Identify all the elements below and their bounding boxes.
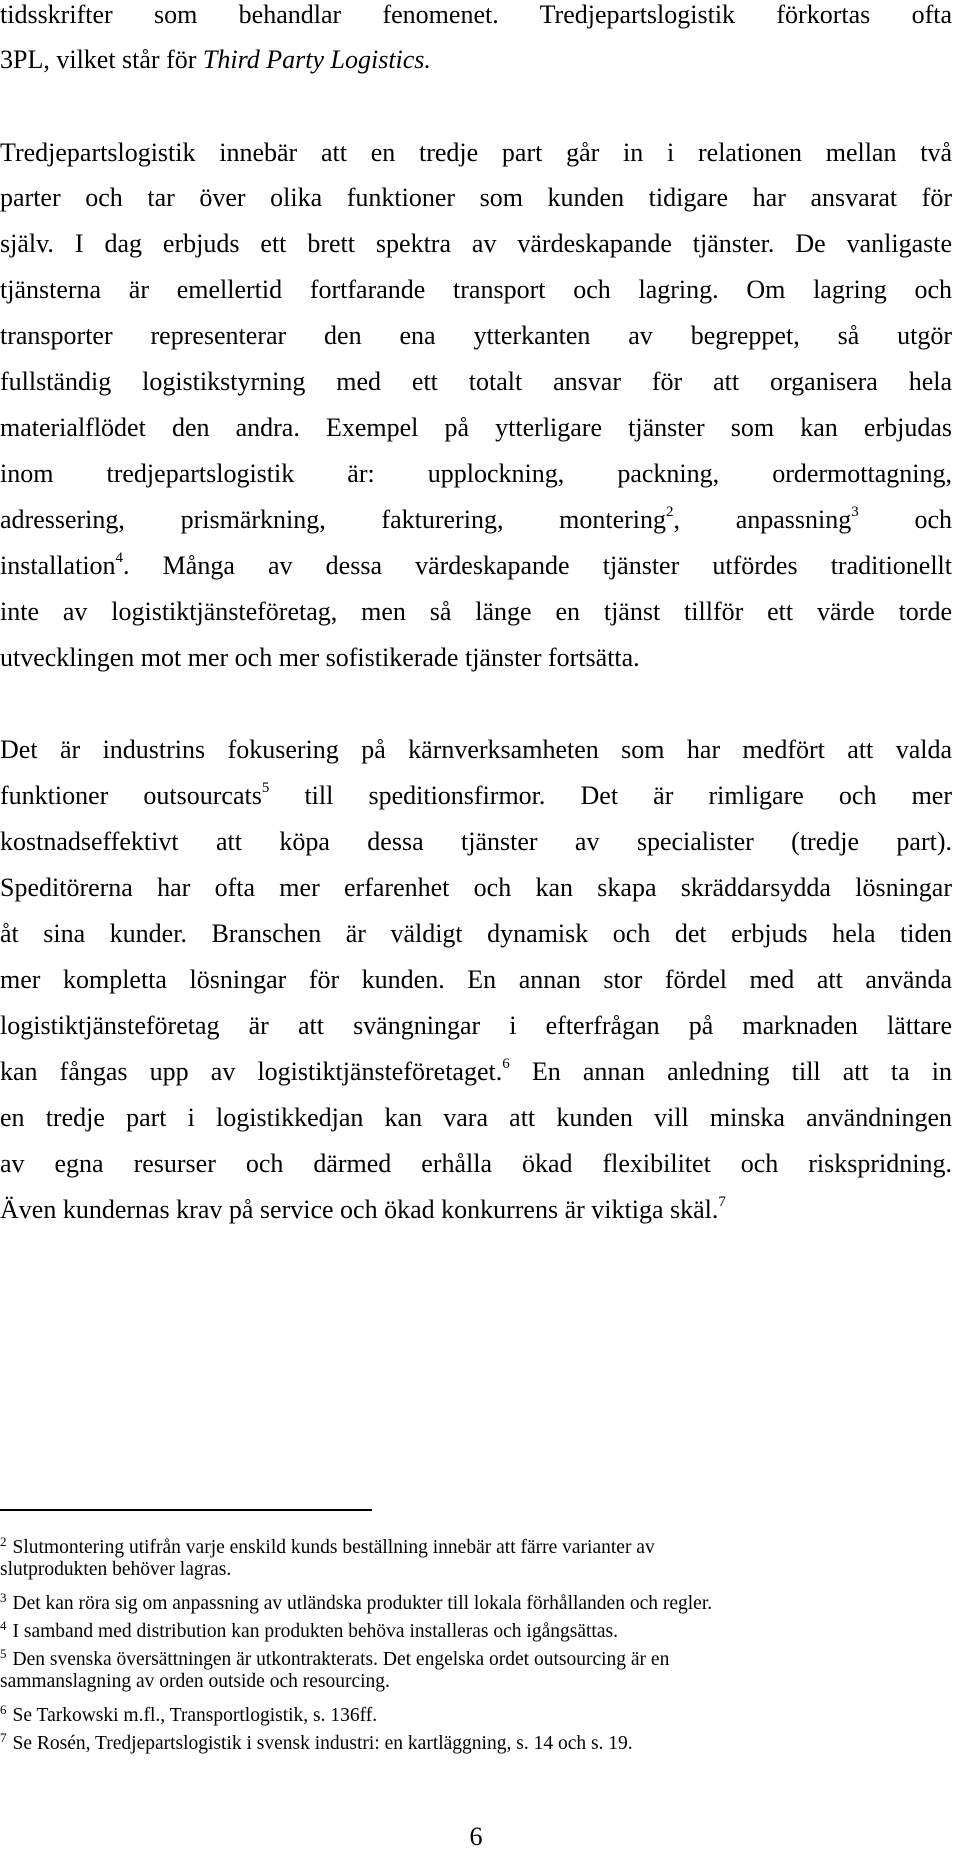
footnote-separator [0, 1509, 372, 1511]
body-line: själv. I dag erbjuds ett brett spektra av värdeskapande tjänster. De vanligaste [0, 229, 952, 258]
footnote: $^5$ Den svenska översättningen är utkontrakterats. Det engelska ordet outsourcing är en [0, 1646, 670, 1670]
page-number: 6 [469, 1822, 483, 1851]
body-line: Speditörerna har ofta mer erfarenhet och kan skapa skräddarsydda lösningar [0, 873, 952, 902]
body-line: materialflödet den andra. Exempel på ytterligare tjänster som kan erbjudas [0, 413, 952, 442]
body-line: 3PL, vilket står för Third Party Logistics. [0, 45, 431, 74]
body-line: en tredje part i logistikkedjan kan vara att kunden vill minska användningen [0, 1103, 952, 1132]
body-line: logistiktjänsteföretag är att svängningar i efterfrågan på marknaden lättare [0, 1011, 952, 1040]
footnote-ref: 2 [666, 504, 674, 520]
body-line: inte av logistiktjänsteföretag, men så länge en tjänst tillför ett värde torde [0, 597, 952, 626]
footnote-ref: 6 [502, 1056, 510, 1072]
footnote: $^7$ Se Rosén, Tredjepartslogistik i svensk industri: en kartläggning, s. 14 och s. 19. [0, 1730, 633, 1754]
footnote-ref: 7 [718, 1194, 726, 1210]
body-line: tjänsterna är emellertid fortfarande transport och lagring. Om lagring och [0, 275, 952, 304]
footnote: $^6$ Se Tarkowski m.fl., Transportlogistik, s. 136ff. [0, 1702, 378, 1726]
body-line: av egna resurser och därmed erhålla ökad flexibilitet och riskspridning. [0, 1149, 952, 1178]
body-line: inom tredjepartslogistik är: upplockning, packning, ordermottagning, [0, 459, 952, 488]
body-line: funktioner outsourcats$^5$ till speditionsfirmor. Det är rimligare och mer [0, 780, 952, 810]
body-line: mer kompletta lösningar för kunden. En annan stor fördel med att använda [0, 965, 952, 994]
footnote: $^3$ Det kan röra sig om anpassning av utländska produkter till lokala förhållanden och regler. [0, 1590, 713, 1614]
body-line: kostnadseffektivt att köpa dessa tjänster av specialister (tredje part). [0, 827, 952, 856]
footnote: $^2$ Slutmontering utifrån varje enskild kunds beställning innebär att färre varianter av [0, 1534, 655, 1558]
body-line: kan fångas upp av logistiktjänsteföretaget.$^6$ En annan anledning till att ta in [0, 1056, 953, 1086]
footnote-ref: 3 [851, 504, 859, 520]
body-line: utvecklingen mot mer och mer sofistikerade tjänster fortsätta. [0, 643, 640, 672]
body-line: tidsskrifter som behandlar fenomenet. Tredjepartslogistik förkortas ofta [0, 0, 952, 29]
body-line: transporter representerar den ena ytterkanten av begreppet, så utgör [0, 321, 952, 350]
footnote-continuation: sammanslagning av orden outside och resourcing. [0, 1671, 390, 1692]
body-line: Det är industrins fokusering på kärnverksamheten som har medfört att valda [0, 735, 952, 764]
italic-term: Third Party Logistics. [202, 45, 431, 74]
footnote-continuation: slutprodukten behöver lagras. [0, 1559, 232, 1580]
footnote: $^4$ I samband med distribution kan produkten behöva installeras och igångsättas. [0, 1618, 618, 1642]
body-line: Även kundernas krav på service och ökad konkurrens är viktiga skäl.$^7$ [0, 1194, 726, 1224]
body-line: adressering, prismärkning, fakturering, montering$^2$, anpassning$^3$ och [0, 504, 953, 534]
body-line: fullständig logistikstyrning med ett totalt ansvar för att organisera hela [0, 367, 952, 396]
footnote-ref: 4 [115, 550, 124, 566]
body-line: Tredjepartslogistik innebär att en tredje part går in i relationen mellan två [0, 138, 952, 167]
body-line: installation$^4$. Många av dessa värdeskapande tjänster utfördes traditionellt [0, 550, 952, 580]
body-line: åt sina kunder. Branschen är väldigt dynamisk och det erbjuds hela tiden [0, 919, 952, 948]
footnote-ref: 5 [261, 780, 270, 796]
body-line: parter och tar över olika funktioner som kunden tidigare har ansvarat för [0, 183, 952, 212]
